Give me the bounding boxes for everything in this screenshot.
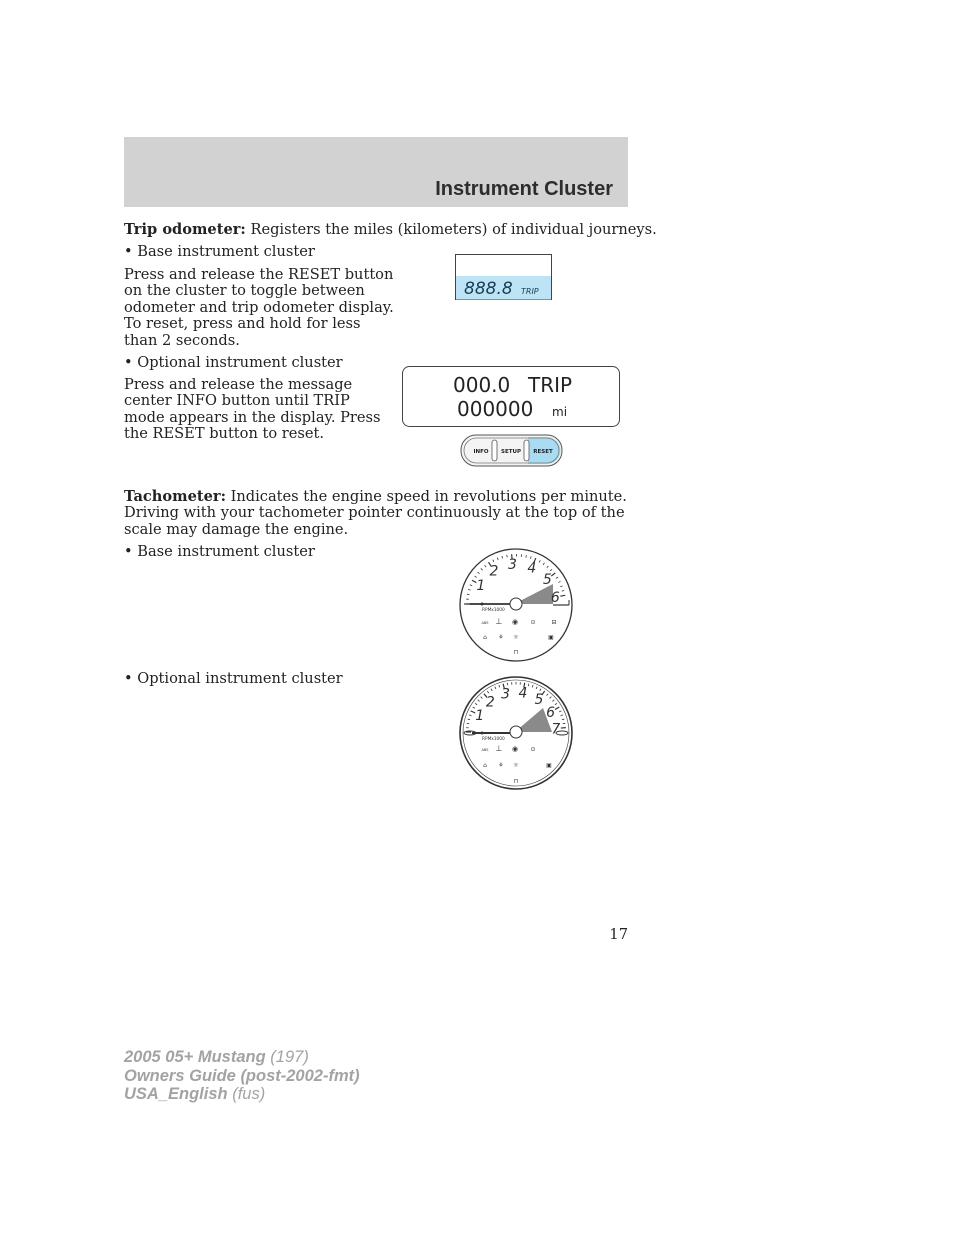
setup-button[interactable] bbox=[501, 449, 521, 455]
airbag-icon: ◉ bbox=[511, 745, 519, 753]
odometer-line-unit: mi bbox=[552, 405, 568, 419]
scale-number-1: 1 bbox=[476, 578, 486, 595]
indicator-label: ABS bbox=[481, 621, 489, 625]
charging-icon: ⌂ bbox=[483, 634, 487, 641]
minor-tick bbox=[526, 555, 527, 557]
footer-language-code: (fus) bbox=[232, 1085, 266, 1104]
rpm-unit-label: RPMx1000 bbox=[482, 737, 505, 742]
trip-line-value: 000.0 bbox=[453, 373, 511, 397]
headlamp-icon: ☼ bbox=[513, 762, 519, 769]
scale-number-3: 3 bbox=[501, 686, 511, 703]
oil-pressure-icon: ⊥ bbox=[495, 744, 503, 753]
oil-pressure-icon: ⊥ bbox=[495, 617, 503, 626]
scale-number-4: 4 bbox=[527, 560, 537, 577]
setup-button-label: SETUP bbox=[501, 449, 521, 455]
footer-line-3 bbox=[124, 1085, 360, 1104]
pointer-hub bbox=[510, 726, 522, 738]
reset-button-label: RESET bbox=[533, 449, 553, 455]
trip-line-label: TRIP bbox=[528, 373, 573, 397]
airbag-icon: ◉ bbox=[511, 618, 519, 626]
page-title: Instrument Cluster bbox=[435, 178, 613, 200]
scale-number-7: 7 bbox=[551, 721, 561, 738]
headlamp-icon: ☼ bbox=[513, 634, 519, 641]
optional-cluster-instructions: Press and release the message center INFO button until TRIP mode appears in the display. Press the RESET button to reset. bbox=[124, 376, 381, 443]
scale-number-6: 6 bbox=[546, 705, 556, 721]
fuel-door-icon: ▣ bbox=[548, 634, 554, 641]
base-cluster-instructions: Press and release the RESET button on the cluster to toggle between odometer and trip odometer display. To reset, press and hold for less than 2 seconds. bbox=[124, 266, 394, 349]
scale-number-2: 2 bbox=[489, 563, 499, 580]
scale-number-5: 5 bbox=[534, 692, 544, 709]
optional-message-center-display bbox=[402, 366, 622, 429]
optional-tachometer-bullet: • Optional instrument cluster bbox=[124, 670, 343, 687]
footer-model-code: (197) bbox=[270, 1048, 309, 1066]
scale-number-3: 3 bbox=[508, 557, 517, 574]
indicator-label: ABS bbox=[481, 748, 489, 752]
security-icon: ⊙ bbox=[530, 746, 536, 753]
scale-number-4: 4 bbox=[518, 685, 528, 702]
scale-number-5: 5 bbox=[542, 572, 552, 589]
optional-tachometer-gauge bbox=[458, 675, 576, 791]
scale-number-1: 1 bbox=[475, 708, 485, 725]
cruise-icon: ⊓ bbox=[513, 649, 519, 656]
major-tick bbox=[560, 595, 565, 596]
info-button-label: INFO bbox=[473, 449, 489, 455]
optional-cluster-bullet: • Optional instrument cluster bbox=[124, 354, 343, 371]
tachometer-description: Indicates the engine speed in revolutions per minute. Driving with your tachometer pointer continuously at the top of the scale may damage the engine. bbox=[124, 488, 627, 538]
security-icon: ⊙ bbox=[530, 619, 536, 626]
scale-number-2: 2 bbox=[485, 694, 495, 711]
pointer-hub bbox=[510, 598, 522, 610]
base-trip-value: 888.8 bbox=[464, 279, 513, 299]
trip-odometer-term: Trip odometer: bbox=[124, 221, 246, 238]
scale-number-6: 6 bbox=[550, 590, 560, 607]
page-number: 17 bbox=[609, 926, 628, 943]
cruise-icon: ⊓ bbox=[513, 778, 519, 785]
charging-icon: ⌂ bbox=[483, 762, 487, 769]
base-trip-label: TRIP bbox=[521, 287, 539, 296]
footer-line-2: Owners Guide (post-2002-fmt) bbox=[124, 1066, 360, 1085]
seatbelt-icon: ⚘ bbox=[498, 634, 504, 641]
trip-odometer-paragraph bbox=[124, 221, 657, 238]
header-band bbox=[124, 137, 628, 207]
odometer-line-value: 000000 bbox=[457, 397, 534, 421]
engine-icon: ⊟ bbox=[551, 619, 557, 626]
trip-odometer-description: Registers the miles (kilometers) of individual journeys. bbox=[250, 221, 657, 238]
document-footer bbox=[124, 1048, 360, 1104]
footer-line-1 bbox=[124, 1048, 360, 1067]
reset-button[interactable] bbox=[533, 449, 553, 455]
seatbelt-icon: ⚘ bbox=[498, 762, 504, 769]
tachometer-term: Tachometer: bbox=[124, 488, 226, 505]
base-cluster-bullet: • Base instrument cluster bbox=[124, 243, 315, 260]
base-tachometer-gauge bbox=[458, 547, 574, 663]
footer-language: USA_English bbox=[124, 1085, 228, 1104]
base-trip-odometer-display bbox=[455, 254, 553, 302]
rpm-unit-label: RPMx1000 bbox=[482, 608, 505, 613]
footer-model: 2005 05+ Mustang bbox=[124, 1048, 266, 1066]
fuel-door-icon: ▣ bbox=[546, 762, 552, 769]
info-button[interactable] bbox=[473, 449, 488, 455]
message-center-buttons bbox=[460, 434, 564, 468]
base-tachometer-bullet: • Base instrument cluster bbox=[124, 543, 315, 560]
tachometer-paragraph bbox=[124, 489, 644, 538]
